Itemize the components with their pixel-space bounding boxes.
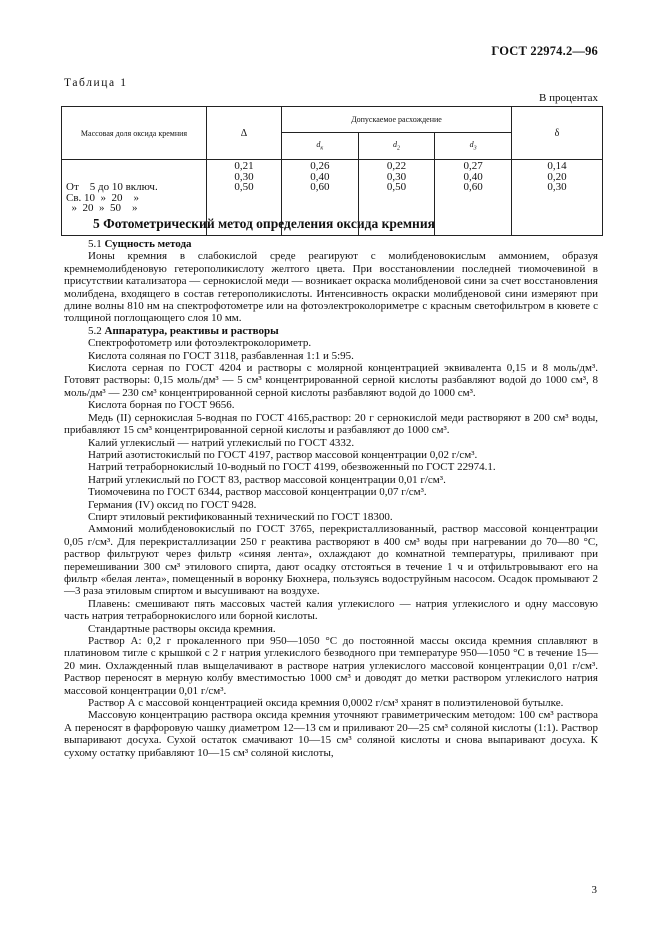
subsection-5-2: 5.2 Аппаратура, реактивы и растворы bbox=[88, 324, 279, 337]
body-text bbox=[64, 238, 598, 759]
cell-sigma: 0,14 0,20 0,30 bbox=[512, 160, 603, 236]
paragraph: Кислота соляная по ГОСТ 3118, разбавленная 1:1 и 5:95. bbox=[88, 349, 354, 362]
paragraph: Раствор А: 0,2 г прокаленного при 950—1050 °С до постоянной массы оксида кремния сплавляют в платиновом тигле с крышкой с 2 г натрия углекислого безводного при температуре 950—1050 °С в течение 15—20 мин. Охлажденный плав выщелачивают в растворе натрия углекислого массовой концентрации 0,01 г/см³. Раствор переносят в мерную колбу вместимостью 1000 см³ и доводят до метки раствором углекислого натрия массовой концентрации 0,01 г/см³. bbox=[64, 635, 598, 697]
col-header-delta: Δ bbox=[207, 107, 282, 160]
cell-d3: 0,27 0,40 0,60 bbox=[435, 160, 512, 236]
paragraph: Германия (IV) оксид по ГОСТ 9428. bbox=[88, 498, 257, 511]
paragraph: Стандартные растворы оксида кремния. bbox=[88, 622, 276, 635]
col-header-d2: $d_2$ bbox=[358, 133, 435, 160]
paragraph: Ионы кремния в слабокислой среде реагируют с молибденовокислым аммонием, образуя кремнемолибденовую гетерополикислоту желтого цвета. При восстановлении последней тиомочевиной в присутствии катализатора — сернокислой меди — возникает окраска молибденовой сини за счет восстановления молибдена, входящего в состав гетерополикислоты. Интенсивность окраски молибденовой сини измеряют при длине волны 810 нм на спектрофотометре или на фотоэлектроколориметре с красным светофильтром в кювете с толщиной поглощающего слоя 10 мм. bbox=[64, 250, 598, 325]
paragraph: Натрий углекислый по ГОСТ 83, раствор массовой концентрации 0,01 г/см³. bbox=[88, 473, 446, 486]
col-header-d3: $d_3$ bbox=[435, 133, 512, 160]
document-header: ГОСТ 22974.2—96 bbox=[491, 44, 598, 58]
col-header-dk: $d_к$ bbox=[282, 133, 359, 160]
paragraph: Натрий азотистокислый по ГОСТ 4197, раствор массовой концентрации 0,02 г/см³. bbox=[88, 448, 478, 461]
paragraph: Калий углекислый — натрий углекислый по ГОСТ 4332. bbox=[88, 436, 355, 449]
table-unit: В процентах bbox=[539, 92, 598, 104]
cell-d2: 0,22 0,30 0,50 bbox=[358, 160, 435, 236]
cell-ranges: От 5 до 10 включ. Св. 10 » 20 » » 20 » 50 » bbox=[62, 160, 207, 236]
cell-dk: 0,26 0,40 0,60 bbox=[282, 160, 359, 236]
paragraph: Аммоний молибденовокислый по ГОСТ 3765, перекристаллизованный, раствор массовой концентрации 0,05 г/см³. Для перекристаллизации 250 г реактива растворяют в 400 см³ воды при нагревании до 70—80 °С, раствор фильтруют через фильтр «синяя лента», охлаждают до комнатной температуры, приливают при перемешивании 300 см³ этилового спирта, дают осадку отстояться в течение 1 ч и отфильтровывают его на фильтр «белая лента», помещенный в воронку Бюхнера, пользуясь водоструйным насосом. Осадок промывают 2—3 раза этиловым спиртом и высушивают на воздухе. bbox=[64, 523, 598, 598]
col-header-mass: Массовая доля оксида кремния bbox=[62, 107, 207, 160]
paragraph: Плавень: смешивают пять массовых частей калия углекислого — натрия углекислого и одну массовую часть натрия тетраборнокислого или борной кислоты. bbox=[64, 597, 598, 623]
paragraph: Раствор А с массовой концентрацией оксида кремния 0,0002 г/см³ хранят в полиэтиленовой бутылке. bbox=[88, 697, 564, 710]
paragraph: Кислота серная по ГОСТ 4204 и растворы с молярной концентрацией эквивалента 0,15 и 8 моль/дм³. Готовят растворы: 0,15 моль/дм³ — 5 см³ концентрированной серной кислоты разбавляют водой до 1000 см³, 8 моль/дм³ — 230 см³ концентрированной серной кислоты разбавляют водой до 1000 см³. bbox=[64, 362, 598, 399]
table-caption: Таблица 1 bbox=[64, 77, 128, 89]
section-heading: 5 Фотометрический метод определения оксида кремния bbox=[93, 216, 435, 231]
paragraph: Спирт этиловый ректификованный технический по ГОСТ 18300. bbox=[88, 510, 393, 523]
paragraph: Кислота борная по ГОСТ 9656. bbox=[88, 399, 235, 412]
paragraph: Массовую концентрацию раствора оксида кремния уточняют гравиметрическим методом: 100 см³ раствора А переносят в фарфоровую чашку диаметром 12—13 см и приливают 20—25 см³ соляной кислоты (1:1). Раствор выпаривают досуха. Сухой остаток смачивают 10—15 см³ соляной кислоты и снова выпаривают досуха. К сухому остатку прибавляют 10—15 см³ соляной кислоты, bbox=[64, 709, 598, 759]
page-number: 3 bbox=[591, 884, 597, 896]
col-header-allowed: Допускаемое расхождение bbox=[282, 107, 512, 133]
cell-delta: 0,21 0,30 0,50 bbox=[207, 160, 282, 236]
paragraph: Натрий тетраборнокислый 10-водный по ГОСТ 4199, обезвоженный по ГОСТ 22974.1. bbox=[88, 461, 496, 474]
paragraph: Спектрофотометр или фотоэлектроколориметр. bbox=[88, 337, 312, 350]
paragraph: Медь (II) сернокислая 5-водная по ГОСТ 4165,раствор: 20 г сернокислой меди растворяют в 200 см³ воды, прибавляют 15 см³ концентрированной серной кислоты и разбавляют до 1000 см³. bbox=[64, 411, 598, 437]
subsection-5-1: 5.1 Сущность метода bbox=[88, 238, 192, 250]
col-header-sigma: δ bbox=[512, 107, 603, 160]
paragraph: Тиомочевина по ГОСТ 6344, раствор массовой концентрации 0,07 г/см³. bbox=[88, 486, 427, 499]
